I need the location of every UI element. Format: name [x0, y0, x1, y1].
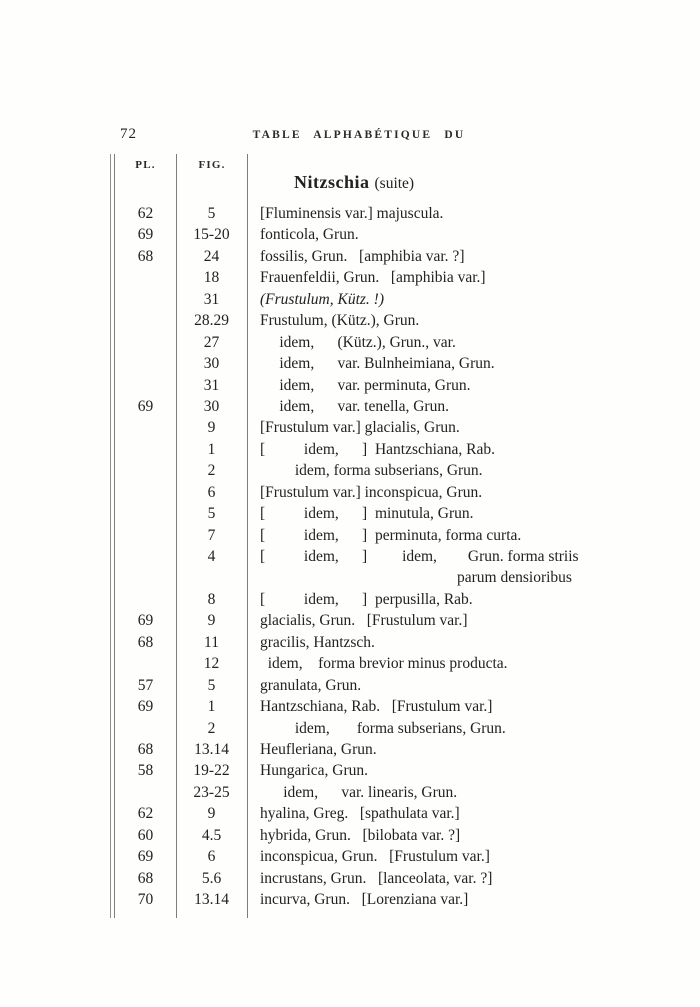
table-rows [0, 203, 700, 910]
figure-cell: 9 [207, 612, 216, 630]
entry-text: idem, var. tenella, Grun. [260, 397, 449, 415]
plate-cell [115, 353, 176, 374]
plate-cell [115, 375, 176, 396]
figure-cell: 18 [203, 269, 220, 287]
suite-label: (suite) [374, 175, 415, 192]
table-row [0, 632, 700, 653]
figure-cell: 27 [203, 333, 220, 351]
figure-cell: 6 [207, 848, 216, 866]
table-row [0, 696, 700, 717]
figure-cell: 4.5 [201, 826, 222, 844]
figure-cell: 9 [207, 419, 216, 437]
figure-cell: 30 [203, 355, 220, 373]
entry-text: [Frustulum var.] glacialis, Grun. [260, 419, 460, 437]
entry-text: idem, forma subserians, Grun. [260, 462, 483, 480]
figure-cell: 24 [203, 247, 220, 265]
plate-cell: 68 [137, 247, 154, 265]
entry-text: idem, (Kütz.), Grun., var. [260, 333, 456, 351]
plate-cell: 68 [137, 869, 154, 887]
plate-cell [115, 653, 176, 674]
entry-text: [ idem, ] Hantzschiana, Rab. [260, 440, 496, 458]
figure-cell: 31 [203, 290, 220, 308]
table-row [0, 589, 700, 610]
figure-cell: 9 [207, 805, 216, 823]
page-number: 72 [120, 126, 137, 142]
entry-text: fonticola, Grun. [260, 226, 359, 244]
table-row [0, 310, 700, 331]
entry-text: granulata, Grun. [260, 676, 362, 694]
section-heading [294, 172, 414, 193]
entry-text: idem, var. linearis, Grun. [260, 783, 458, 801]
table-row [0, 868, 700, 889]
figure-cell: 28.29 [194, 312, 229, 330]
figure-cell: 7 [207, 526, 216, 544]
entry-text: Hungarica, Grun. [260, 762, 369, 780]
table-row [0, 503, 700, 524]
table-row [0, 718, 700, 739]
entry-text: [ idem, ] idem, Grun. forma striis [260, 548, 579, 565]
entry-text: idem, forma subserians, Grun. [260, 719, 506, 737]
entry-text: [ idem, ] perminuta, forma curta. [260, 526, 522, 544]
column-header-fig: FIG. [198, 159, 226, 171]
figure-cell [176, 567, 247, 588]
plate-cell [115, 460, 176, 481]
plate-cell [115, 417, 176, 438]
entry-text: [Fluminensis var.] majuscula. [260, 205, 444, 222]
entry-text: idem, var. perminuta, Grun. [260, 376, 471, 394]
figure-cell: 2 [207, 462, 216, 480]
entry-text: incurva, Grun. [Lorenziana var.] [260, 891, 469, 908]
table-row [0, 417, 700, 438]
plate-cell [115, 503, 176, 524]
figure-cell: 23-25 [193, 783, 230, 801]
figure-cell: 12 [203, 655, 220, 673]
plate-cell [115, 289, 176, 310]
table-row [0, 803, 700, 824]
figure-cell: 5 [207, 676, 216, 694]
figure-cell: 1 [207, 698, 216, 716]
plate-cell: 62 [137, 805, 154, 823]
figure-cell: 19-22 [193, 762, 230, 780]
entry-text: [ idem, ] minutula, Grun. [260, 505, 474, 523]
table-row [0, 460, 700, 481]
table-row [0, 482, 700, 503]
plate-cell [115, 589, 176, 610]
figure-cell: 1 [207, 440, 216, 458]
table-row [0, 610, 700, 631]
figure-cell: 5.6 [201, 869, 222, 887]
plate-cell [115, 439, 176, 460]
entry-text: hyalina, Greg. [spathulata var.] [260, 805, 460, 823]
plate-cell [115, 546, 176, 567]
plate-cell [115, 525, 176, 546]
plate-cell: 68 [137, 740, 154, 758]
figure-cell: 11 [204, 633, 219, 651]
table-row [0, 675, 700, 696]
entry-text: Frustulum, (Kütz.), Grun. [260, 312, 420, 330]
figure-cell: 4 [207, 548, 216, 565]
entry-text: parum densioribus [457, 569, 572, 587]
table-row [0, 267, 700, 288]
entry-text: Heufleriana, Grun. [260, 740, 377, 758]
entry-text: gracilis, Hantzsch. [260, 633, 375, 651]
entry-text: idem, var. Bulnheimiana, Grun. [260, 355, 495, 373]
plate-cell: 68 [137, 633, 154, 651]
table-row [0, 353, 700, 374]
figure-cell: 2 [207, 719, 216, 737]
plate-cell [115, 782, 176, 803]
plate-cell: 62 [137, 205, 154, 222]
entry-text: Hantzschiana, Rab. [Frustulum var.] [260, 698, 493, 716]
table-row [0, 246, 700, 267]
table-row [0, 546, 700, 567]
entry-text: idem, forma brevior minus producta. [260, 655, 508, 673]
plate-cell: 69 [137, 848, 154, 866]
table-row [0, 760, 700, 781]
table-row [0, 375, 700, 396]
table-row [0, 439, 700, 460]
plate-cell [115, 718, 176, 739]
figure-cell: 30 [203, 397, 220, 415]
plate-cell [115, 482, 176, 503]
plate-cell: 58 [137, 762, 154, 780]
genus-name: Nitzschia [294, 172, 370, 192]
table-row [0, 739, 700, 760]
table-row [0, 782, 700, 803]
plate-cell [115, 267, 176, 288]
entry-text: [ idem, ] perpusilla, Rab. [260, 590, 473, 608]
entry-text: Frauenfeldii, Grun. [amphibia var.] [260, 269, 486, 287]
table-row [0, 289, 700, 310]
entry-text: fossilis, Grun. [amphibia var. ?] [260, 247, 465, 265]
plate-cell [115, 332, 176, 353]
figure-cell: 5 [207, 505, 216, 523]
figure-cell: 15-20 [193, 226, 230, 244]
table-row [0, 224, 700, 245]
plate-cell: 60 [137, 826, 154, 844]
table-row [0, 653, 700, 674]
figure-cell: 5 [207, 205, 216, 222]
column-header-pl: PL. [135, 159, 156, 171]
table-row [0, 825, 700, 846]
figure-cell: 13.14 [194, 891, 229, 908]
entry-text: [Frustulum var.] inconspicua, Grun. [260, 483, 483, 501]
plate-cell [115, 567, 176, 588]
entry-text: hybrida, Grun. [bilobata var. ?] [260, 826, 461, 844]
plate-cell: 69 [137, 612, 154, 630]
plate-cell: 57 [137, 676, 154, 694]
table-row [0, 567, 700, 588]
table-row [0, 846, 700, 867]
table-row [0, 889, 700, 910]
entry-text: (Frustulum, Kütz. !) [260, 290, 384, 308]
plate-cell: 69 [137, 397, 154, 415]
table-row [0, 396, 700, 417]
plate-cell [115, 310, 176, 331]
table-row [0, 203, 700, 224]
running-title: TABLE ALPHABÉTIQUE DU [252, 129, 466, 141]
entry-text: incrustans, Grun. [lanceolata, var. ?] [260, 869, 493, 887]
figure-cell: 13.14 [194, 740, 229, 758]
figure-cell: 31 [203, 376, 220, 394]
figure-cell: 6 [207, 483, 216, 501]
table-row [0, 525, 700, 546]
figure-cell: 8 [207, 590, 216, 608]
plate-cell: 69 [137, 698, 154, 716]
plate-cell: 69 [137, 226, 154, 244]
entry-text: inconspicua, Grun. [Frustulum var.] [260, 848, 490, 866]
entry-text: glacialis, Grun. [Frustulum var.] [260, 612, 468, 630]
plate-cell: 70 [137, 891, 154, 908]
table-row [0, 332, 700, 353]
